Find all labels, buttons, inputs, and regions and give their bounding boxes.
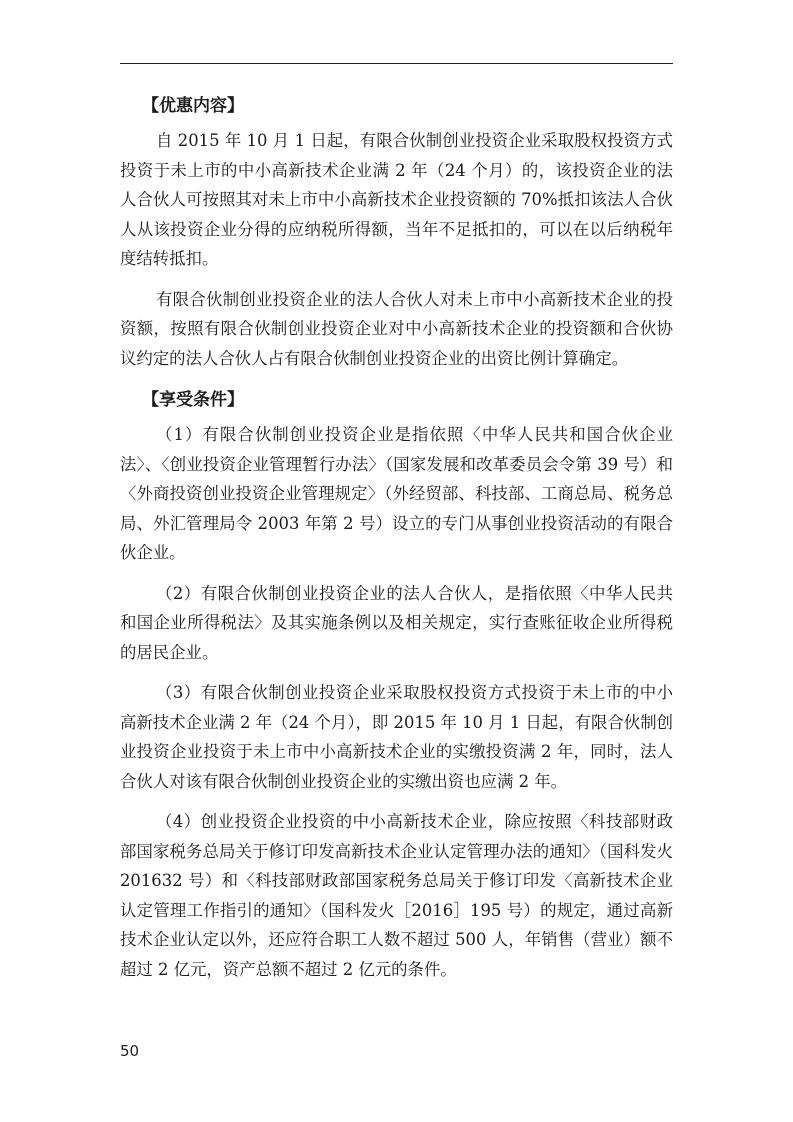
page-number: 50 <box>120 1042 140 1060</box>
paragraph: 有限合伙制创业投资企业的法人合伙人对未上市中小高新技术企业的投资额，按照有限合伙制创业投资企业对中小高新技术企业的投资额和合伙协议约定的法人合伙人占有限合伙制创业投资企业的出资比例计算确定。 <box>120 289 673 368</box>
page-content <box>120 90 673 995</box>
section-heading: 【享受条件】 <box>142 390 244 410</box>
paragraph: （1）有限合伙制创业投资企业是指依照〈中华人民共和国合伙企业法〉、〈创业投资企业管理暂行办法〉（国家发展和改革委员会令第 39 号）和〈外商投资创业投资企业管理规定〉（外经贸部、科技部、工商总局、税务总局、外汇管理局令 2003 年第 2 号）设立的专门从事创业投资活动的有限合伙企业。 <box>120 425 673 562</box>
paragraph: （4）创业投资企业投资的中小高新技术企业，除应按照〈科技部财政部国家税务总局关于修订印发高新技术企业认定管理办法的通知〉（国科发火 201632 号）和〈科技部财政部国家税务总局关于修订印发〈高新技术企业认定管理工作指引的通知〉（国科发火［2016］195 号）的规定，通过高新技术企业认定以外，还应符合职工人数不超过 500 人，年销售（营业）额不超过 2 亿元，资产总额不超过 2 亿元的条件。 <box>120 812 673 979</box>
paragraph: （3）有限合伙制创业投资企业采取股权投资方式投资于未上市的中小高新技术企业满 2 年（24 个月），即 2015 年 10 月 1 日起，有限合伙制创业投资企业投资于未上市中小高新技术企业的实缴投资满 2 年，同时，法人合伙人对该有限合伙制创业投资企业的实缴出资也应满 2 年。 <box>120 683 673 791</box>
paragraph: 自 2015 年 10 月 1 日起，有限合伙制创业投资企业采取股权投资方式投资于未上市的中小高新技术企业满 2 年（24 个月）的，该投资企业的法人合伙人可按照其对未上市中小高新技术企业投资额的 70%抵扣该法人合伙人从该投资企业分得的应纳税所得额，当年不足抵扣的，可以在以后纳税年度结转抵扣。 <box>120 131 673 268</box>
header-rule <box>120 63 673 64</box>
section-heading: 【优惠内容】 <box>142 96 244 116</box>
section-benefits <box>120 90 673 373</box>
section-conditions <box>120 384 673 984</box>
paragraph: （2）有限合伙制创业投资企业的法人合伙人，是指依照〈中华人民共和国企业所得税法〉及其实施条例以及相关规定，实行查账征收企业所得税的居民企业。 <box>120 583 673 662</box>
